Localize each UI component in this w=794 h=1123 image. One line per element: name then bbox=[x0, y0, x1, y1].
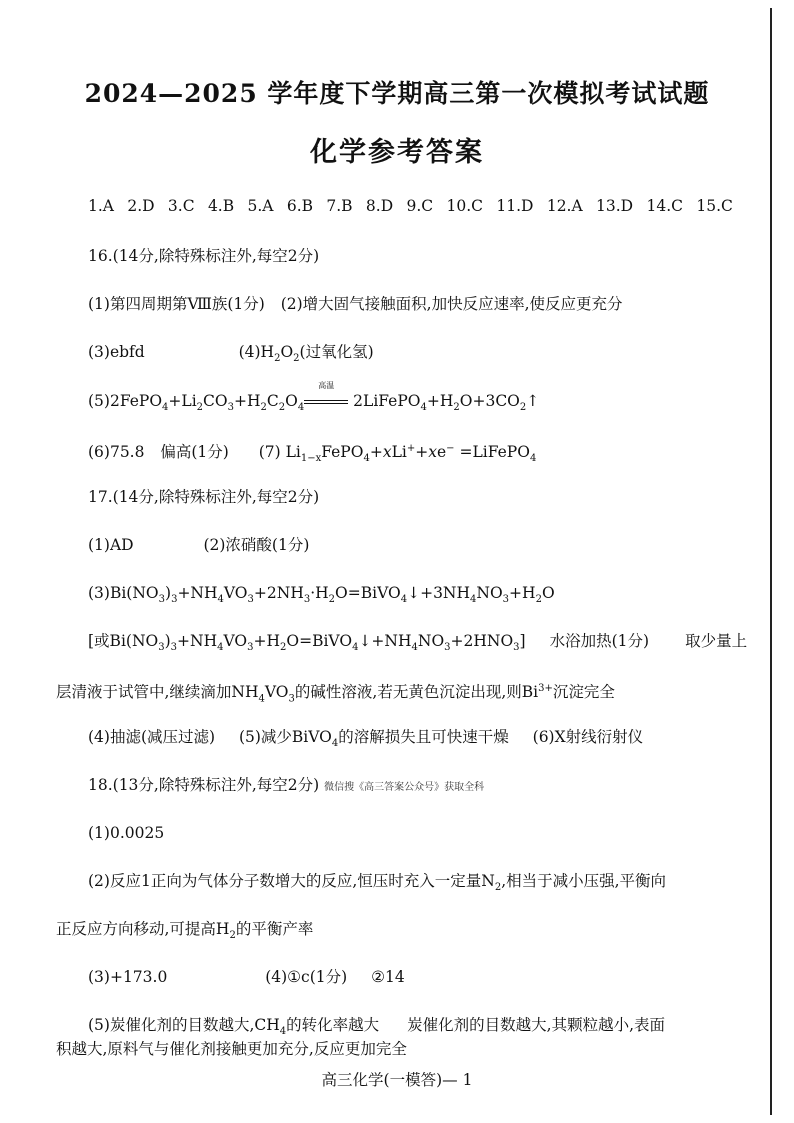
choice-answer: 3.C bbox=[167, 197, 195, 215]
q17-heading: 17.(14分,除特殊标注外,每空2分) bbox=[88, 488, 320, 506]
q17-answer-1: (1)AD bbox=[88, 536, 134, 554]
watermark-note: 微信搜《高三答案公众号》获取全科 bbox=[324, 782, 485, 793]
reaction-condition: 高温 bbox=[304, 391, 348, 411]
q17-answer-1-2 bbox=[88, 535, 309, 555]
choice-answer: 7.B bbox=[326, 197, 353, 215]
q18-answer-3-4 bbox=[88, 967, 405, 987]
choice-answer: 4.B bbox=[207, 197, 235, 215]
choice-answer: 12.A bbox=[546, 197, 583, 215]
q16-answer-6a: (6)75.8 bbox=[88, 443, 145, 462]
q18-answer-2-line2: 正反应方向移动,可提高$H_2$的平衡产率 bbox=[56, 920, 314, 942]
q16-answer-2: (2)增大固气接触面积,加快反应速率,使反应更充分 bbox=[280, 295, 623, 313]
choice-answer: 13.D bbox=[596, 197, 634, 215]
q16-answer-1: (1)第四周期第Ⅷ族(1分) bbox=[88, 295, 265, 313]
choice-answer: 2.D bbox=[127, 197, 155, 215]
page-footer: 高三化学(一模答)— 1 bbox=[321, 1071, 473, 1089]
q17-answer-4: (4)抽滤(减压过滤) bbox=[88, 728, 216, 746]
page-subtitle: 化学参考答案 bbox=[310, 137, 484, 168]
q16-answer-4: $(4)H_2O_2$(过氧化氢) bbox=[238, 343, 374, 365]
q17-note-heating: 水浴加热(1分) bbox=[549, 632, 650, 650]
q16-answer-3: (3)ebfd bbox=[88, 343, 145, 361]
q17-note-sampling: 取少量上 bbox=[685, 632, 748, 650]
q16-answer-6-7 bbox=[88, 439, 536, 469]
choice-answer: 1.A bbox=[88, 197, 114, 215]
q16-answer-5: $(5)2FePO_4+Li_2CO_3+H_2C_2O_4$ 高温 $2LiFePO_4+H_2O+3CO_2↑$ bbox=[88, 381, 540, 414]
choice-answer: 9.C bbox=[406, 197, 434, 215]
q17-answer-2: (2)浓硝酸(1分) bbox=[203, 536, 310, 554]
choice-answer: 6.B bbox=[286, 197, 314, 215]
q17-answer-3b: [或$Bi(NO_3)_3+NH_4VO_3+H_2O=BiVO_4↓+NH_4NO_3+2HNO_3$] 水浴加热(1分) 取少量上 bbox=[88, 632, 748, 654]
q17-answer-5: (5)减少BiVO$_4$的溶解损失且可快速干燥 bbox=[238, 728, 509, 750]
q18-heading-row bbox=[88, 775, 484, 798]
choice-answer: 10.C bbox=[446, 197, 484, 215]
q16-heading: 16.(14分,除特殊标注外,每空2分) bbox=[88, 247, 320, 265]
q17-answer-4-6 bbox=[88, 727, 643, 754]
q16-answer-1-2 bbox=[88, 294, 623, 314]
q18-answer-2-line1: (2)反应1正向为气体分子数增大的反应,恒压时充入一定量$N_2$,相当于减小压强,平衡向 bbox=[88, 872, 667, 894]
q17-answer-3c: 层清液于试管中,继续滴加$NH_4VO_3$的碱性溶液,若无黄色沉淀出现,则$Bi^{3+}$沉淀完全 bbox=[56, 683, 615, 705]
q17-answer-3: $(3)Bi(NO_3)_3+NH_4VO_3+2NH_3\cdot H_2O=BiVO_4↓+3NH_4NO_3+H_2O$ bbox=[88, 584, 555, 606]
q18-answer-4a: (4)①c(1分) bbox=[265, 968, 348, 986]
q17-answer-6: (6)X射线衍射仪 bbox=[532, 728, 644, 746]
q18-heading: 18.(13分,除特殊标注外,每空2分) bbox=[88, 776, 320, 794]
choice-answer: 15.C bbox=[696, 197, 733, 215]
choice-answer: 11.D bbox=[496, 197, 534, 215]
page-title: 2024—2025 学年度下学期高三第一次模拟考试试题 bbox=[84, 79, 710, 108]
q16-answer-7: (7) $Li_{1-x}FePO_4+xLi^++xe^-$ =LiFePO$_4$ bbox=[258, 443, 537, 465]
choice-answer: 14.C bbox=[646, 197, 683, 215]
page-edge bbox=[770, 8, 772, 1115]
choice-answers bbox=[88, 197, 733, 215]
choice-answer: 8.D bbox=[365, 197, 394, 215]
q18-answer-5-line1: (5)炭催化剂的目数越大$,CH_4$的转化率越大 炭催化剂的目数越大,其颗粒越小,表面 bbox=[88, 1016, 666, 1038]
q16-answer-6b: 偏高(1分) bbox=[160, 443, 229, 462]
q18-answer-4b: ②14 bbox=[371, 968, 405, 986]
q18-answer-1: (1)0.0025 bbox=[88, 824, 165, 842]
q16-answer-3-4 bbox=[88, 342, 374, 369]
q18-answer-3: (3)+173.0 bbox=[88, 968, 168, 986]
q18-answer-5-line2: 积越大,原料气与催化剂接触更加充分,反应更加完全 bbox=[56, 1040, 407, 1058]
choice-answer: 5.A bbox=[247, 197, 274, 215]
